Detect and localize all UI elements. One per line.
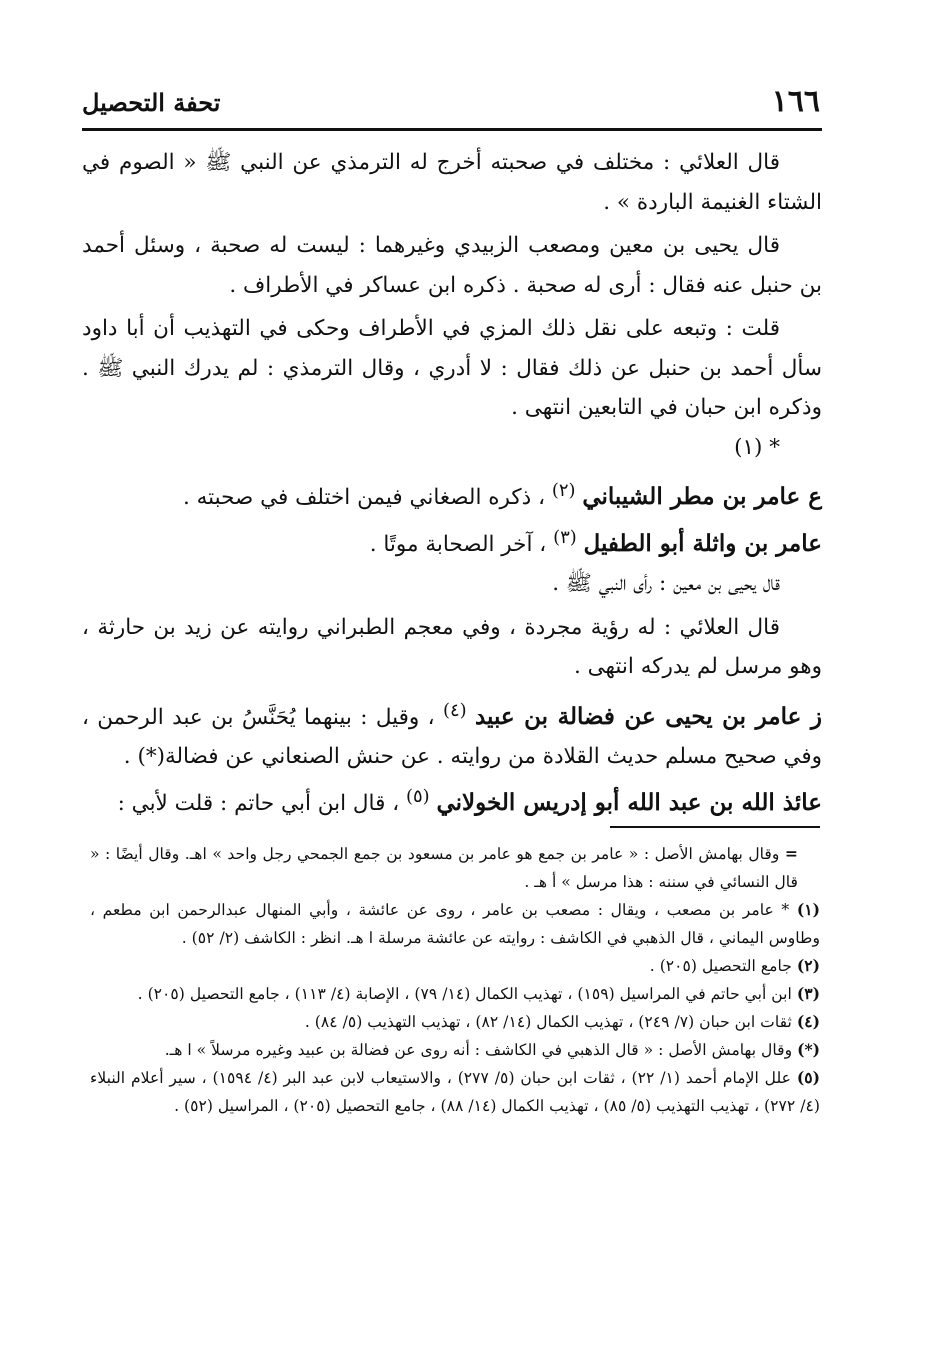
footnote-mark: (٤) <box>796 1012 820 1031</box>
footnote-ref: (٥) <box>405 785 430 807</box>
footnote-text: وقال بهامش الأصل : « عامر بن جمع هو عامر بن مسعود بن جمع الجمحي رجل واحد » اهـ. وقال أيضًا : « قال النسائي في سننه : هذا مرسل » أ هـ . <box>90 845 798 891</box>
paragraph: قال يحيى بن معين ومصعب الزبيدي وغيرهما : ليست له صحبة ، وسئل أحمد بن حنبل عنه فقال : أرى له صحبة . ذكره ابن عساكر في الأطراف . <box>82 233 822 298</box>
entry-text: ، آخر الصحابة موتًا . <box>369 531 547 557</box>
paragraph: قال العلائي : مختلف في صحبته أخرج له الترمذي عن النبي ﷺ « الصوم في الشتاء الغنيمة الباردة » . <box>82 150 822 215</box>
footnote <box>90 1036 820 1064</box>
entry-abu-tufayl <box>82 518 822 565</box>
footnote-text: ثقات ابن حبان (٧/ ٢٤٩) ، تهذيب الكمال (١٤/ ٨٢) ، تهذيب التهذيب (٥/ ٨٤) . <box>304 1013 792 1031</box>
footnote <box>90 896 820 952</box>
entry-name: ز عامر بن يحيى عن فضالة بن عبيد <box>474 702 822 730</box>
footnotes <box>90 840 820 1120</box>
footnote <box>90 840 820 896</box>
footnote <box>90 980 820 1008</box>
footnote-text: علل الإمام أحمد (١/ ٢٢) ، ثقات ابن حبان (٥/ ٢٧٧) ، والاستيعاب لابن عبد البر (٤/ ١٥٩٤) ، سير أعلام النبلاء (٤/ ٢٧٢) ، تهذيب التهذيب (٥/ ٨٥) ، تهذيب الكمال (١٤/ ٨٨) ، جامع التحصيل (٢٠٥) ، المراسيل (٥٢) . <box>90 1069 820 1115</box>
footnote-ref: (٣) <box>553 526 577 548</box>
header-rule <box>82 128 822 131</box>
footnote <box>90 952 820 980</box>
entry-aidh <box>82 777 822 824</box>
entry-amir-mutir <box>82 471 822 518</box>
entry-name: عامر بن واثلة أبو الطفيل <box>583 529 822 557</box>
book-title: تحفة التحصيل <box>82 88 221 117</box>
entry-text: ، قال ابن أبي حاتم : قلت لأبي : <box>117 791 400 817</box>
asterisk-note-ref: * (١) <box>734 434 780 460</box>
footnote-ref: (٤) <box>442 699 467 721</box>
main-text <box>82 143 822 824</box>
page-number: ١٦٦ <box>771 84 820 119</box>
paragraph: قال العلائي : له رؤية مجردة ، وفي معجم الطبراني روايته عن زيد بن حارثة ، وهو مرسل لم يدركه انتهى . <box>82 614 822 680</box>
footnote-text: جامع التحصيل (٢٠٥) . <box>649 957 792 975</box>
entry-text: ، وقيل : بينهما يُحَنَّسُ بن عبد الرحمن ، وفي صحيح مسلم حديث القلادة من روايته . عن حنش الصنعاني عن فضالة(*) . <box>82 704 822 770</box>
footnote <box>90 1064 820 1120</box>
footnote-text: وقال بهامش الأصل : « قال الذهبي في الكاشف : أنه روى عن فضالة بن عبيد وغيره مرسلاً » ا هـ. <box>164 1041 793 1059</box>
footnote-text: * عامر بن مصعب ، ويقال : مصعب بن عامر ، روى عن عائشة ، وأبي المنهال عبدالرحمن ابن مطعم ، وطاوس اليماني ، قال الذهبي في الكاشف : روايته عن عائشة مرسلة ا هـ. انظر : الكاشف (٢/ ٥٢) . <box>90 901 820 947</box>
footnote-mark: = <box>784 844 798 863</box>
paragraph: قال يحيى بن معين : رأى النبي ﷺ . <box>552 571 780 597</box>
footnote-mark: (٣) <box>796 984 820 1003</box>
entry-name: ع عامر بن مطر الشيباني <box>582 483 822 511</box>
footnote-separator <box>610 826 820 828</box>
footnote-mark: (٥) <box>796 1068 820 1087</box>
footnote-text: ابن أبي حاتم في المراسيل (١٥٩) ، تهذيب الكمال (١٤/ ٧٩) ، الإصابة (٤/ ١١٣) ، جامع التحصيل (٢٠٥) . <box>137 985 792 1003</box>
entry-name: عائذ الله بن عبد الله أبو إدريس الخولاني <box>436 789 822 817</box>
footnote-mark: (*) <box>797 1040 820 1059</box>
entry-text: ، ذكره الصغاني فيمن اختلف في صحبته . <box>182 485 546 511</box>
footnote-mark: (١) <box>796 900 820 919</box>
footnote-mark: (٢) <box>796 956 820 975</box>
paragraph: قلت : وتبعه على نقل ذلك المزي في الأطراف وحكى في التهذيب أن أبا داود سأل أحمد بن حنبل عن ذلك فقال : لا أدري ، وقال الترمذي : لم يدرك النبي ﷺ . وذكره ابن حبان في التابعين انتهى . <box>82 316 822 420</box>
footnote <box>90 1008 820 1036</box>
page-header <box>82 78 820 128</box>
entry-amir-yahya <box>82 691 822 777</box>
footnote-ref: (٢) <box>551 480 576 501</box>
